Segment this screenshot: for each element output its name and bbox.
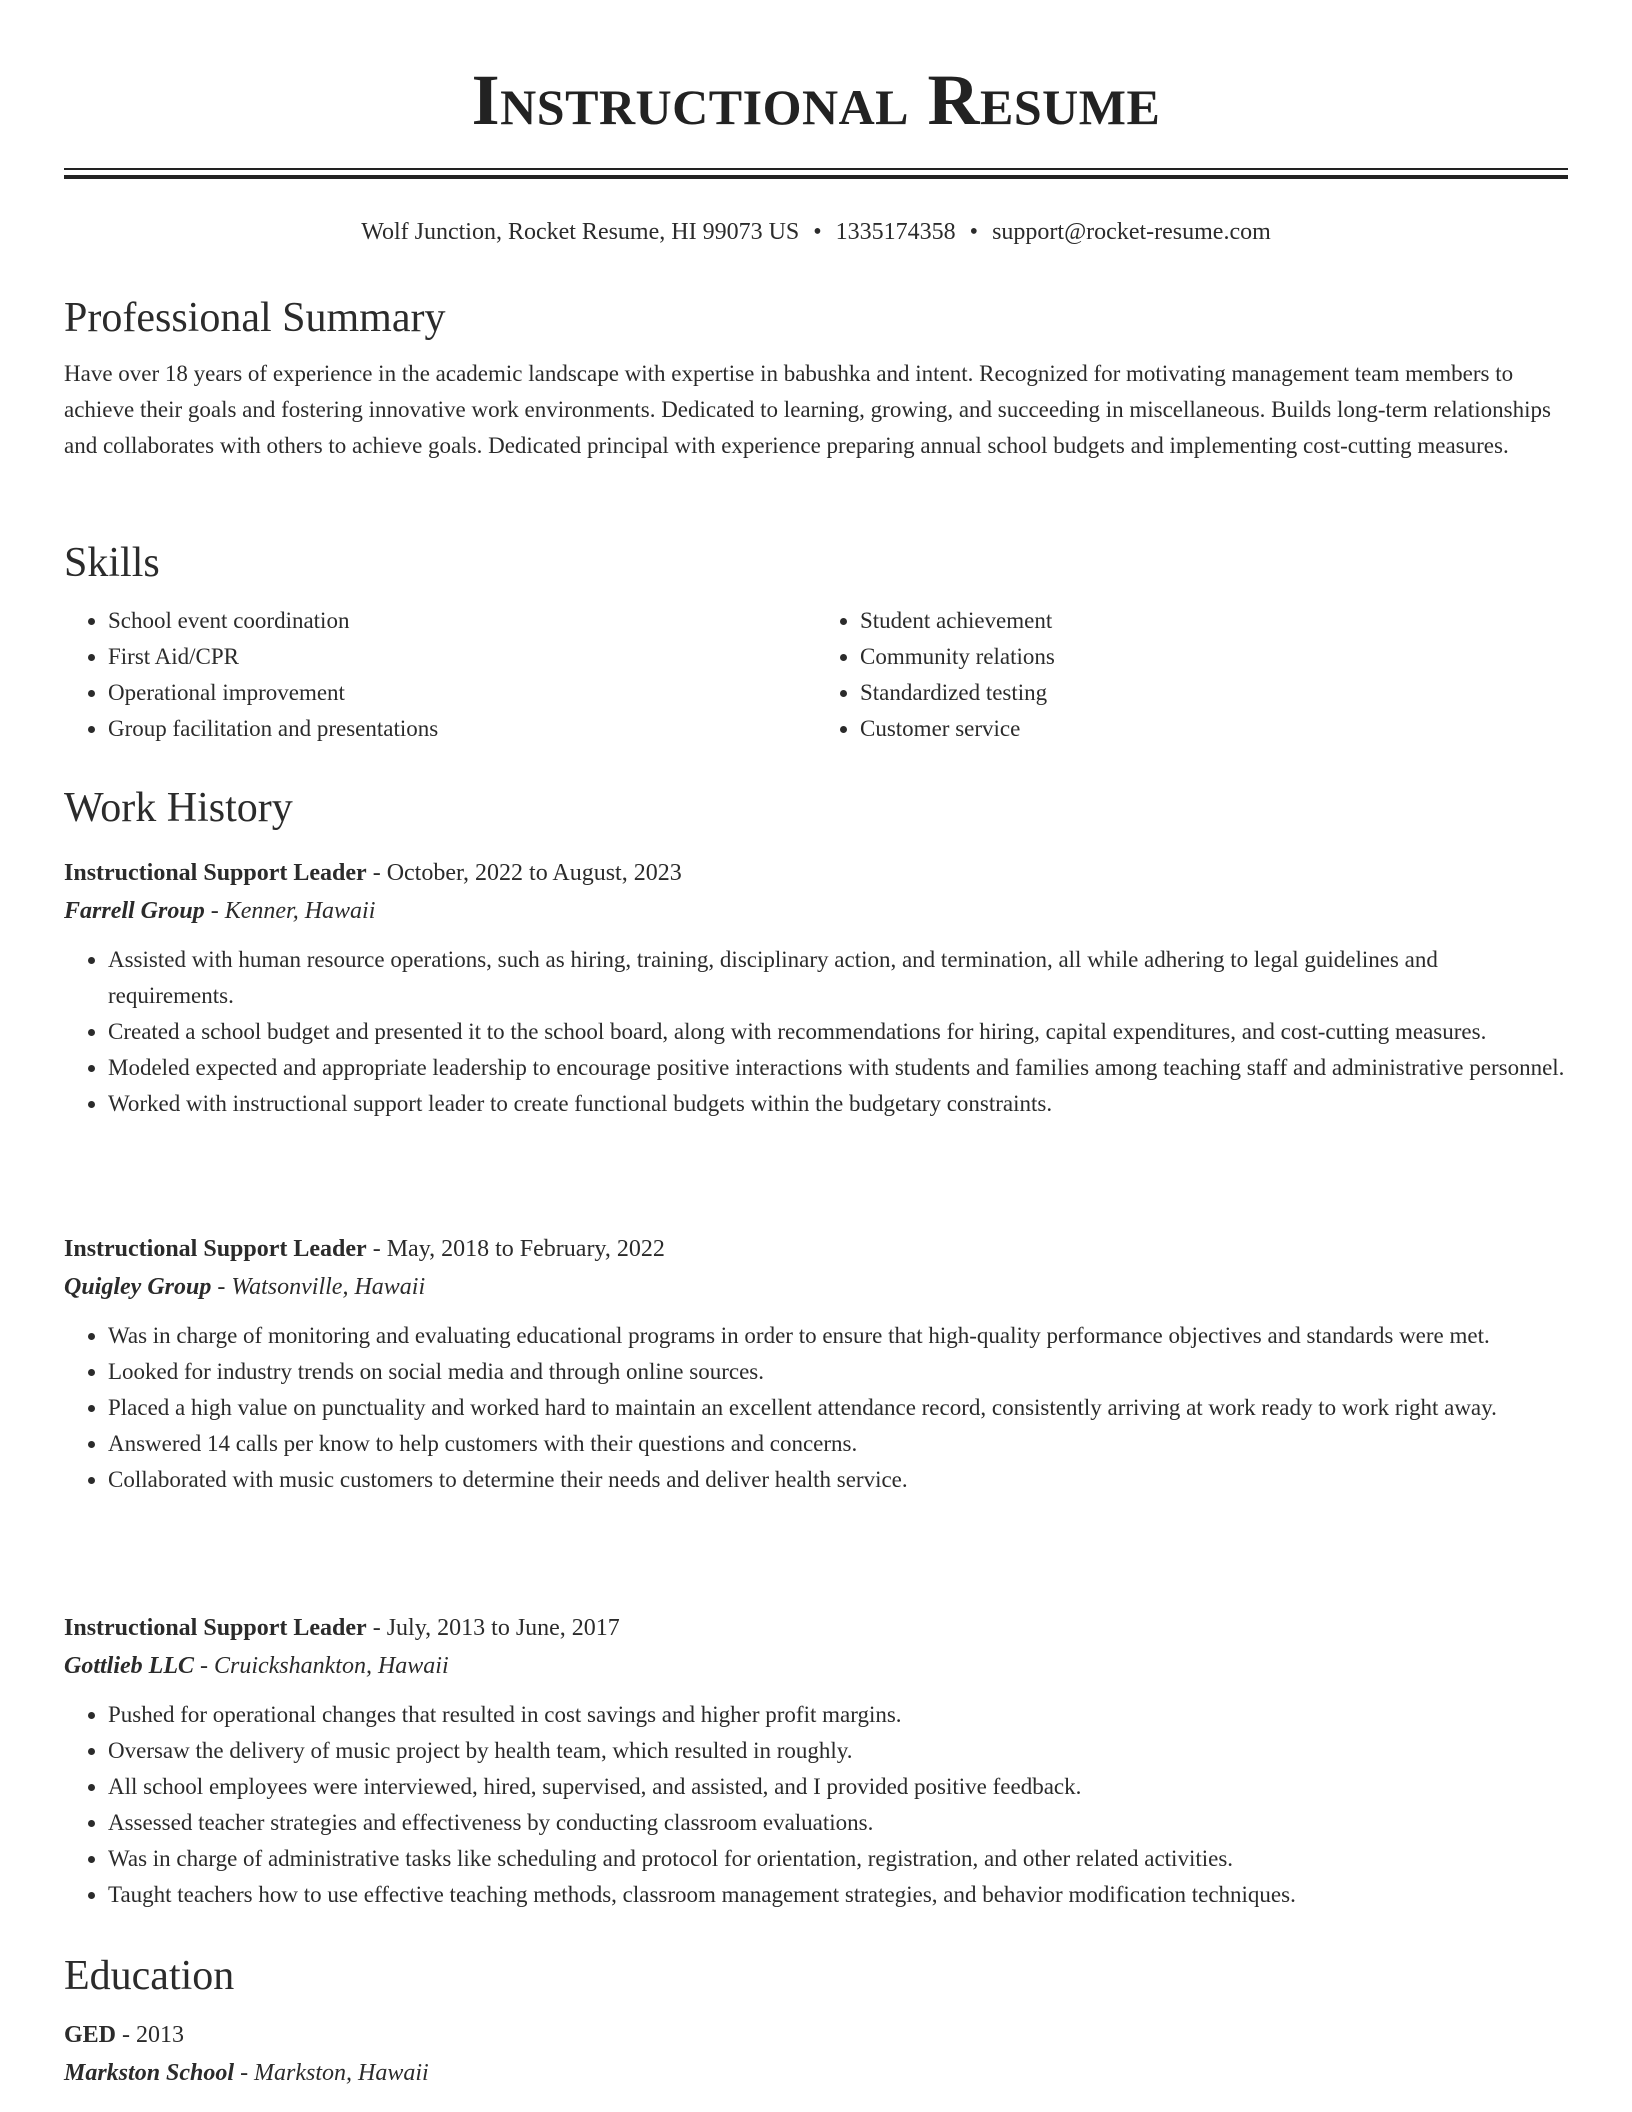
job-location: - Cruickshankton, Hawaii (193, 1653, 449, 1679)
education-location: - Markston, Hawaii (234, 2060, 429, 2086)
summary-text: Have over 18 years of experience in the academic landscape with expertise in babushka and intent. Recognized for motivating management team members to achieve their goals and fostering innovative work environments. Dedicated to learning, growing, and succeeding in miscellaneous. Builds long-term relationships and collaborates with others to achieve goals. Dedicated principal with experience preparing annual school budgets and implementing cost-cutting measures. (64, 361, 1551, 458)
job-entry (64, 854, 1568, 1122)
job-dates: - May, 2018 to February, 2022 (366, 1236, 665, 1262)
job-bullets (64, 1318, 1568, 1498)
job-location: - Watsonville, Hawaii (211, 1274, 426, 1300)
job-bullet: • Assessed teacher strategies and effectiveness by conducting classroom evaluations. (108, 1805, 1568, 1841)
contact-separator: • (969, 219, 979, 245)
job-bullet: • Collaborated with music customers to determine their needs and deliver health service. (108, 1462, 1568, 1498)
job-bullet: • Worked with instructional support leader to create functional budgets within the budgetary constraints. (108, 1086, 1568, 1122)
job-bullet: • Looked for industry trends on social media and through online sources. (108, 1354, 1568, 1390)
skills-heading: Skills (64, 540, 160, 586)
job-title-line (64, 854, 1568, 892)
education-year: - 2013 (116, 2022, 185, 2048)
skills-list-left (64, 603, 816, 747)
job-location: - Kenner, Hawaii (204, 898, 376, 924)
job-bullet: • Taught teachers how to use effective teaching methods, classroom management strategies, and behavior modification techniques. (108, 1877, 1568, 1913)
job-company: Gottlieb LLC (64, 1653, 194, 1679)
skills-list-right (816, 603, 1568, 747)
job-bullets (64, 942, 1568, 1122)
education-school: Markston School (64, 2060, 235, 2086)
skill-item: • Operational improvement (108, 675, 816, 711)
job-bullet: • Was in charge of administrative tasks like scheduling and protocol for orientation, registration, and other related activities. (108, 1841, 1568, 1877)
skills-columns (64, 603, 1568, 747)
skill-item: • Community relations (860, 639, 1568, 675)
job-bullet: • Was in charge of monitoring and evaluating educational programs in order to ensure that high-quality performance objectives and standards were met. (108, 1318, 1568, 1354)
job-dates: - October, 2022 to August, 2023 (366, 860, 682, 886)
job-title: Instructional Support Leader (64, 860, 367, 886)
job-bullet: • Modeled expected and appropriate leadership to encourage positive interactions with students and families among teaching staff and administrative personnel. (108, 1050, 1568, 1086)
job-bullet: • Oversaw the delivery of music project by health team, which resulted in roughly. (108, 1733, 1568, 1769)
job-dates: - July, 2013 to June, 2017 (366, 1615, 620, 1641)
education-heading: Education (64, 1953, 235, 1999)
job-bullet: • Pushed for operational changes that resulted in cost savings and higher profit margins. (108, 1697, 1568, 1733)
job-title: Instructional Support Leader (64, 1236, 367, 1262)
title-rule-thin (64, 168, 1568, 170)
job-bullet: • All school employees were interviewed, hired, supervised, and assisted, and I provided positive feedback. (108, 1769, 1568, 1805)
skill-item: • First Aid/CPR (108, 639, 816, 675)
summary-section (64, 290, 1568, 464)
work-heading: Work History (64, 785, 293, 831)
contact-address: Wolf Junction, Rocket Resume, HI 99073 US (361, 219, 800, 245)
job-company-line (64, 1647, 1568, 1685)
job-bullet: • Answered 14 calls per know to help customers with their questions and concerns. (108, 1426, 1568, 1462)
contact-email: support@rocket-resume.com (992, 219, 1271, 245)
work-heading-block (64, 780, 1568, 836)
skills-section (64, 535, 1568, 747)
job-company: Quigley Group (64, 1274, 212, 1300)
skill-item: • School event coordination (108, 603, 816, 639)
summary-heading: Professional Summary (64, 295, 446, 341)
title-rule-thick (64, 175, 1568, 179)
education-degree: GED (64, 2022, 117, 2048)
contact-separator: • (813, 219, 822, 245)
job-bullet: • Created a school budget and presented it to the school board, along with recommendations for hiring, capital expenditures, and cost-cutting measures. (108, 1014, 1568, 1050)
skill-item: • Group facilitation and presentations (108, 711, 816, 747)
education-degree-line (64, 2016, 1568, 2054)
resume-page (64, 0, 1568, 2086)
job-bullet: • Placed a high value on punctuality and worked hard to maintain an excellent attendance record, consistently arriving at work ready to work right away. (108, 1390, 1568, 1426)
job-entry (64, 1609, 1568, 1913)
contact-phone: 1335174358 (835, 219, 956, 245)
skill-item: • Customer service (860, 711, 1568, 747)
education-section (64, 1948, 1568, 2092)
job-bullets (64, 1697, 1568, 1913)
job-title: Instructional Support Leader (64, 1615, 367, 1641)
job-company: Farrell Group (64, 898, 205, 924)
job-entry (64, 1230, 1568, 1498)
contact-line (64, 214, 1568, 250)
job-company-line (64, 892, 1568, 930)
job-company-line (64, 1268, 1568, 1306)
skill-item: • Standardized testing (860, 675, 1568, 711)
job-bullet: • Assisted with human resource operations, such as hiring, training, disciplinary action, and termination, all while adhering to legal guidelines and requirements. (108, 942, 1568, 1014)
job-title-line (64, 1609, 1568, 1647)
education-school-line (64, 2054, 1568, 2092)
skill-item: • Student achievement (860, 603, 1568, 639)
resume-title: Instructional Resume (471, 60, 1161, 140)
job-title-line (64, 1230, 1568, 1268)
